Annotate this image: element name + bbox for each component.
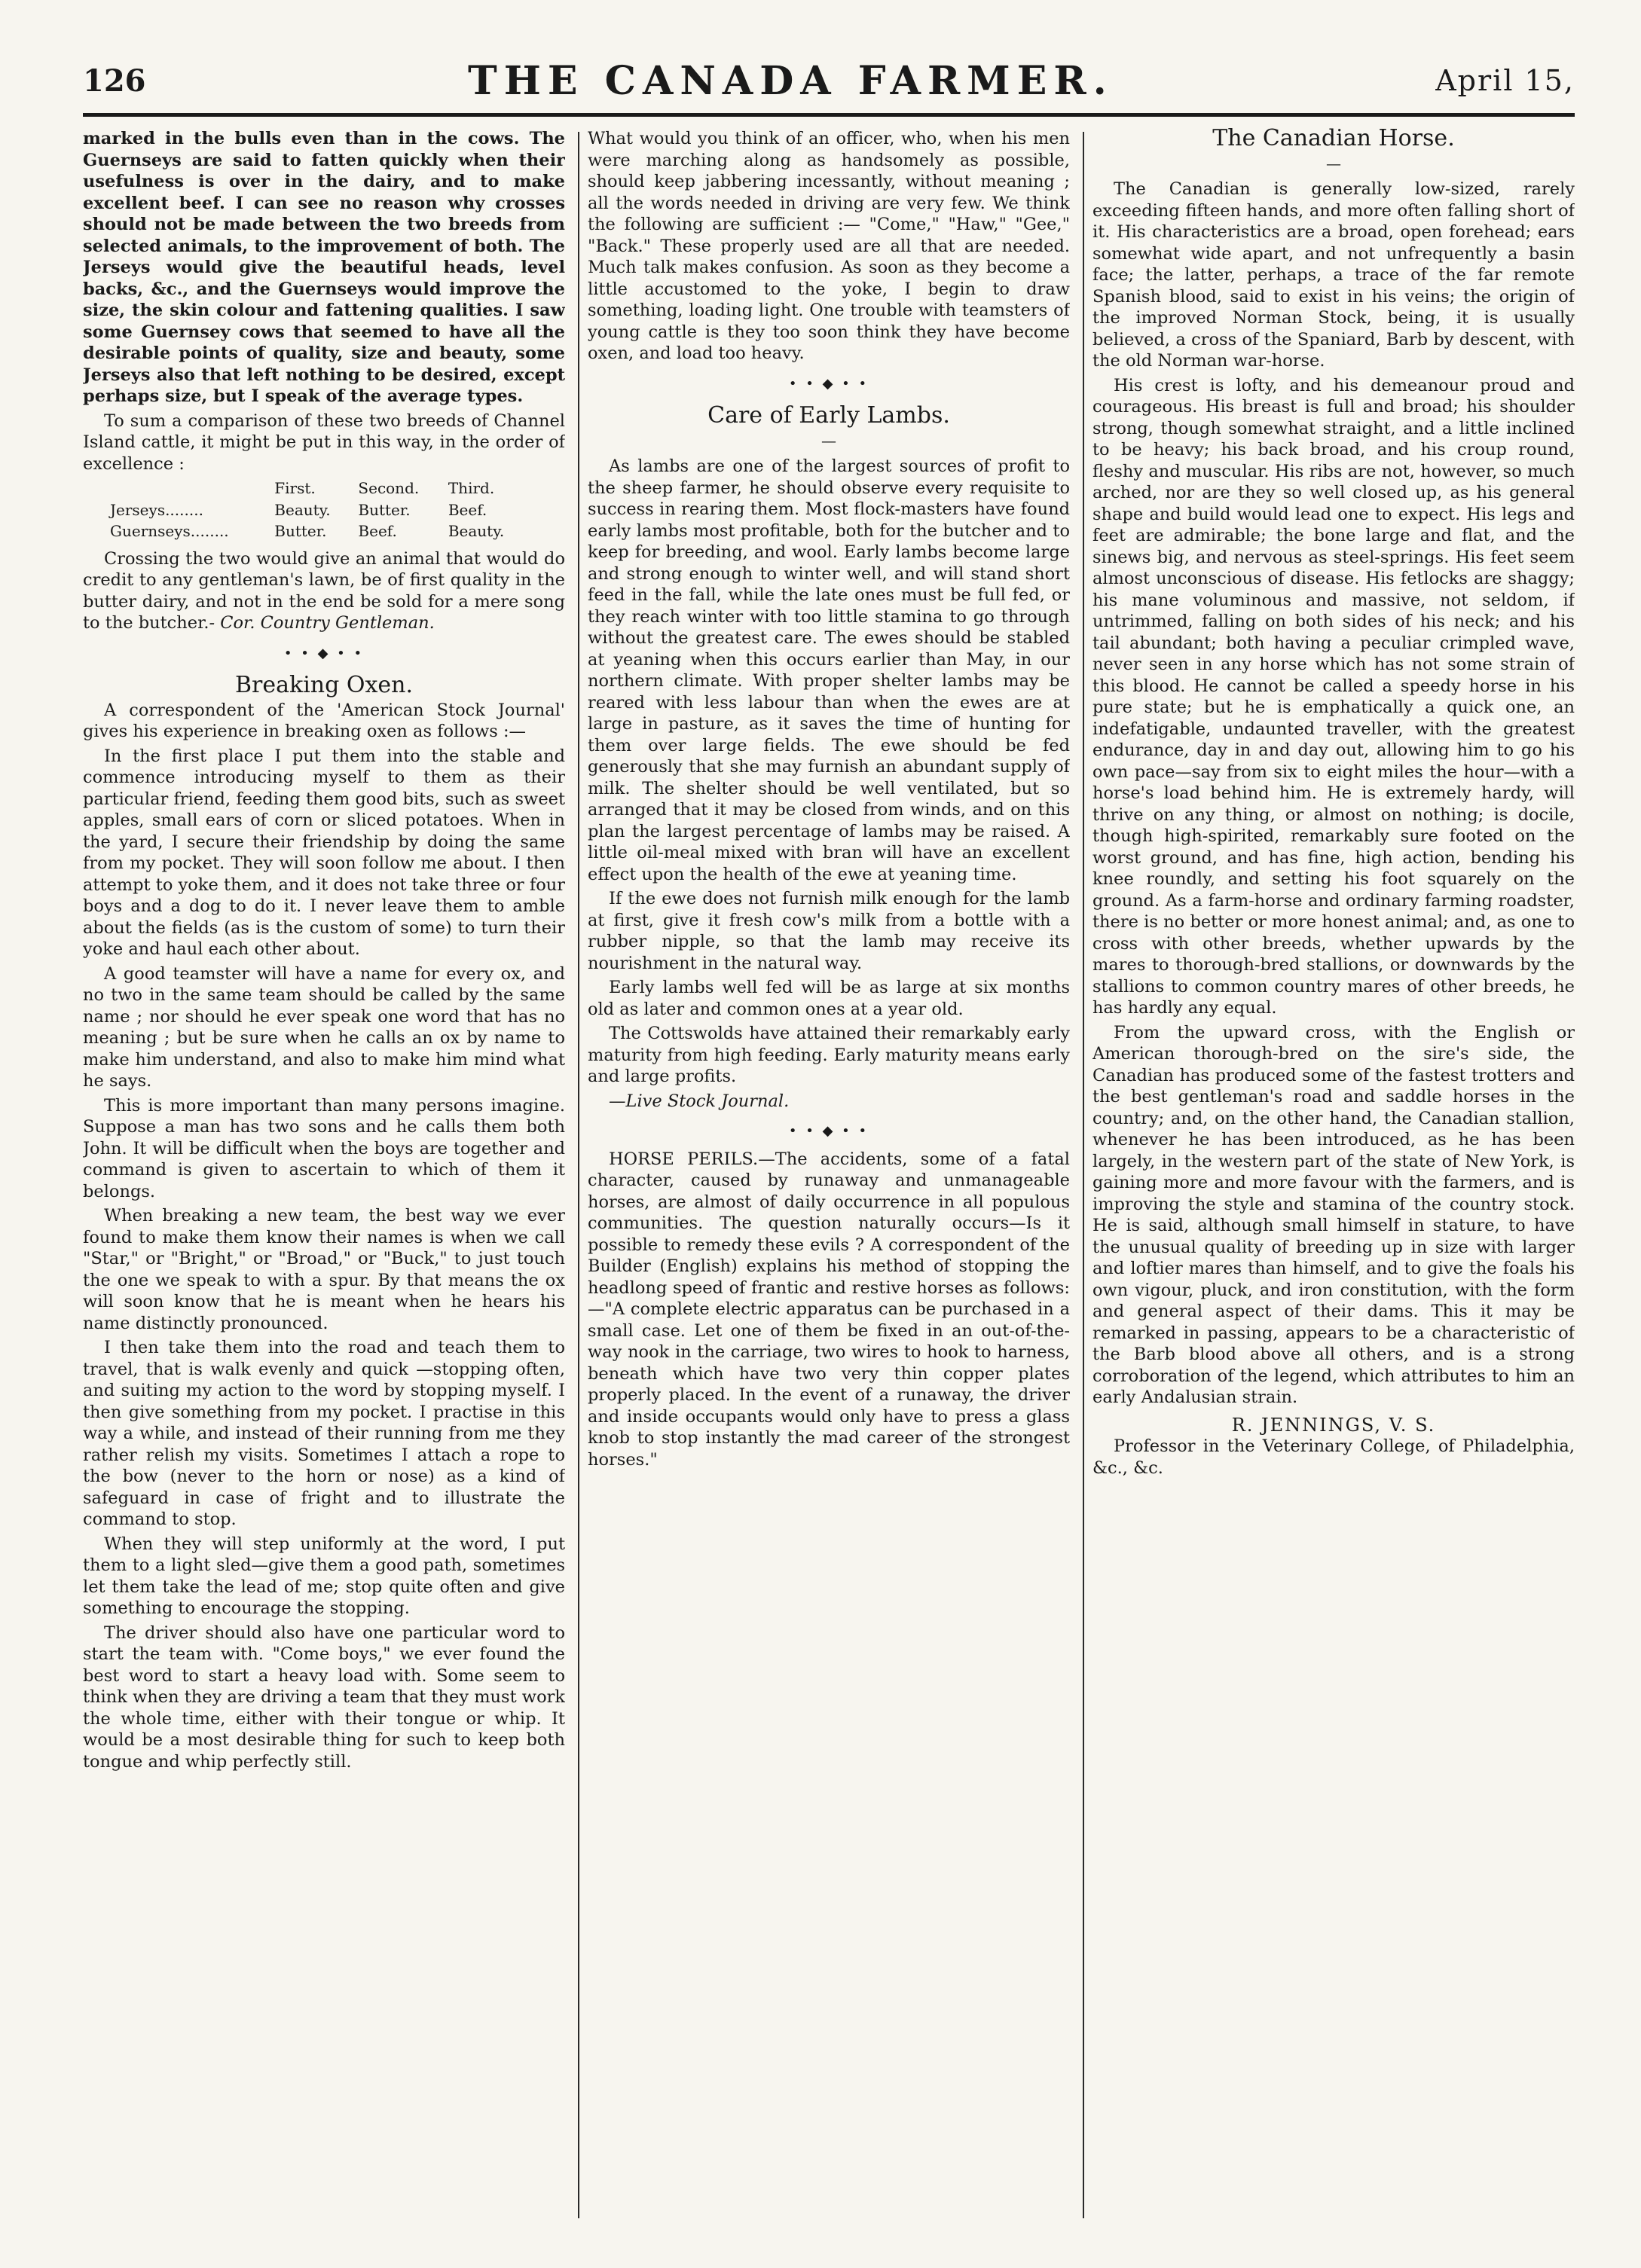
table-cell: Beauty. — [274, 500, 331, 519]
table-cell: Butter. — [274, 522, 327, 540]
table-cell: Guernseys........ — [110, 522, 229, 540]
author-title: Professor in the Veterinary College, of Philadelphia, &c., &c. — [1092, 1436, 1575, 1478]
table-cell: Beef. — [358, 522, 397, 540]
masthead-title: THE CANADA FARMER. — [468, 57, 1114, 104]
oxen-paragraph: I then take them into the road and teach them to travel, that is walk evenly and quick —stopping often, and suiting my action to the word by stopping myself. I then give something from my pocket. I practise in this way a while, and instead of their running from me they rather relish my visits. Sometimes I attach a rope to the bow (never to the horn or nose) as a kind of safeguard in case of fright and to illustrate the command to stop. — [83, 1338, 565, 1529]
page-number: 126 — [83, 63, 146, 99]
lambs-paragraph: If the ewe does not furnish milk enough for the lamb at first, give it fresh cow's milk from a bottle with a rubber nipple, so that the lamb may receive its nourishment in the natural way. — [588, 889, 1070, 973]
column-divider — [1083, 132, 1084, 2218]
table-cell: Butter. — [358, 500, 411, 519]
perils-lead: HORSE PERILS. — [609, 1149, 759, 1169]
header-rule — [83, 113, 1575, 117]
column-1 — [83, 128, 565, 2230]
table-header-row — [105, 478, 527, 499]
column-3 — [1092, 128, 1575, 2230]
issue-date: April 15, — [1435, 64, 1575, 97]
breed-comparison-table — [105, 478, 527, 542]
article-heading: Breaking Oxen. — [235, 672, 413, 698]
page-header — [83, 54, 1575, 107]
oxen-paragraph: This is more important than many persons imagine. Suppose a man has two sons and he calls them both John. It will be difficult when the boys are together and command is given to ascertain to which of them it belongs. — [83, 1095, 565, 1201]
cattle-paragraph: marked in the bulls even than in the cows. The Guernseys are said to fatten quickly when their usefulness is over in the dairy, and to make excellent beef. I can see no reason why crosses should not be made between the two breeds from selected animals, to the improvement of both. The Jerseys would give the beautiful heads, level backs, &c., and the Guernseys would improve the size, the skin colour and fattening qualities. I saw some Guernsey cows that seemed to have all the desirable points of quality, size and beauty, some Jerseys also that left nothing to be desired, except perhaps size, but I speak of the average types. — [83, 129, 565, 406]
section-ornament: • • ◆ • • — [788, 1123, 869, 1139]
table-cell: Jerseys........ — [110, 500, 203, 519]
article-heading: The Canadian Horse. — [1212, 128, 1455, 151]
lambs-paragraph: The Cottswolds have attained their remarkably early maturity from high feeding. Early maturity means early and large profits. — [588, 1024, 1070, 1086]
table-header-cell — [105, 478, 270, 499]
table-header-cell: Second. — [358, 479, 420, 497]
cattle-paragraph: To sum a comparison of these two breeds of Channel Island cattle, it might be put in this way, in the order of excellence : — [83, 411, 565, 474]
paragraph-text: —The accidents, some of a fatal character, caused by runaway and unmanageable horses, are almost of daily occurrence in all populous communities. The question naturally occurs—Is it possible to remedy these evils ? A correspondent of the Builder (English) explains his method of stopping the headlong speed of frantic and restive horses as follows:—"A complete electric apparatus can be purchased in a small case. Let one of them be fixed in an out-of-the-way nook in the carriage, two wires to hook to harness, beneath which have two very thin copper plates properly placed. In the event of a runaway, the driver and inside occupants would only have to press a glass knob to stop instantly the mad career of the strongest horses." — [588, 1149, 1070, 1470]
oxen-paragraph: A good teamster will have a name for every ox, and no two in the same team should be called by the same name ; nor should he ever speak one word that has no meaning ; but be sure when he calls an ox by name to make him understand, and also to make him mind what he says. — [83, 963, 565, 1091]
section-ornament: • • ◆ • • — [283, 645, 365, 661]
table-header-cell: First. — [274, 479, 316, 497]
source-credit: - Cor. Country Gentleman. — [209, 613, 435, 633]
perils-paragraph — [588, 1149, 1070, 1471]
table-cell: Beef. — [448, 500, 487, 519]
heading-dash: — — [1326, 154, 1341, 172]
oxen-paragraph: When breaking a new team, the best way we ever found to make them know their names is when we call "Star," or "Bright," or "Broad," or "Buck," to just touch the one we speak to with a spur. By that means the ox will soon know that he is meant when he hears his name distinctly pronounced. — [83, 1206, 565, 1333]
table-cell: Beauty. — [448, 522, 505, 540]
cattle-paragraph — [83, 548, 565, 634]
oxen-paragraph: In the first place I put them into the stable and commence introducing myself to them as their particular friend, feeding them good bits, such as sweet apples, small ears of corn or sliced potatoes. When in the yard, I secure their friendship by doing the same from my pocket. They will soon follow me about. I then attempt to yoke them, and it does not take three or four boys and a dog to do it. I never leave them to amble about the fields (as is the custom of some) to turn their yoke and haul each other about. — [83, 746, 565, 959]
oxen-paragraph: What would you think of an officer, who, when his men were marching along as handsomely as possible, should keep jabbering incessantly, without meaning ; all the words needed in driving are very few. We think the following are sufficient :— "Come," "Haw," "Gee," "Back." These properly used are all that are needed. Much talk makes confusion. As soon as they become a little accustomed to the yoke, I begin to draw something, loading light. One trouble with teamsters of young cattle is they too soon think they have become oxen, and load too heavy. — [588, 129, 1070, 363]
lambs-paragraph: Early lambs well fed will be as large at six months old as later and common ones at a year old. — [588, 978, 1070, 1019]
paragraph-text: Crossing the two would give an animal that would do credit to any gentleman's lawn, be of first quality in the butter dairy, and not in the end be sold for a mere song to the butcher. — [83, 548, 565, 633]
table-header-cell: Third. — [448, 479, 495, 497]
oxen-paragraph: When they will step uniformly at the word, I put them to a light sled—give them a good path, sometimes let them take the lead of me; stop quite often and give something to encourage the stopping. — [83, 1534, 565, 1618]
article-heading: Care of Early Lambs. — [707, 402, 950, 429]
column-divider — [578, 132, 579, 2218]
horse-paragraph: His crest is lofty, and his demeanour proud and courageous. His breast is full and broad; his shoulder strong, though somewhat straight, and a little inclined to be heavy; his back broad, and his croup round, fleshy and muscular. His ribs are not, however, so much arched, nor are they so well closed up, as his general shape and build would lead one to expect. His legs and feet are admirable; the bone large and flat, and the sinews big, and nervous as steel-springs. His feet seem almost unconscious of disease. His fetlocks are shaggy; his mane voluminous and massive, not seldom, if untrimmed, falling on both sides of his neck; and his tail abundant; both having a peculiar crimpled wave, never seen in any horse which has not some strain of this blood. He cannot be called a speedy horse in his pure state; but he is emphatically a quick one, an indefatigable, undaunted traveller, with the greatest endurance, day in and day out, allowing him to go his own pace—say from six to eight miles the hour—with a horse's load behind him. He is extremely hardy, will thrive on any thing, or almost on nothing; is docile, though high-spirited, remarkably sure footed on the worst ground, and has fine, high action, bending his knee roundly, and setting his foot squarely on the ground. As a farm-horse and ordinary farming roadster, there is no better or more honest animal; and, as one to cross with other breeds, whether upwards by the mares to thorough-bred stallions, or downwards by the stallions to common country mares of other breeds, he has hardly any equal. — [1092, 375, 1575, 1018]
horse-paragraph: The Canadian is generally low-sized, rarely exceeding fifteen hands, and more often falling short of it. His characteristics are a broad, open forehead; ears somewhat wide apart, and not unfrequently a basin face; the latter, perhaps, a trace of the far remote Spanish blood, said to exist in his veins; the origin of the improved Norman Stock, being, it is usually believed, a cross of the Spaniard, Barb by descent, with the old Norman war-horse. — [1092, 179, 1575, 371]
lambs-paragraph: As lambs are one of the largest sources of profit to the sheep farmer, he should observe every requisite to success in rearing them. Most flock-masters have found early lambs most profitable, both for the butcher and to keep for breeding, and wool. Early lambs become large and strong enough to winter well, and will stand short feed in the fall, while the late ones must be full fed, or they reach winter with too little stamina to go through without the greatest care. The ewes should be stabled at yeaning when this occurs earlier than May, in our northern climate. With proper shelter lambs may be reared with less labour than when the ewes are at large in pasture, as it saves the time of hunting for them over large fields. The ewe should be fed generously that she may furnish an abundant supply of milk. The shelter should be well ventilated, but so arranged that it may be closed from winds, and on this plan the largest percentage of lambs may be raised. A little oil-meal mixed with bran will have an excellent effect upon the health of the ewe at yeaning time. — [588, 456, 1070, 884]
column-2 — [588, 128, 1070, 2230]
table-row — [105, 520, 527, 542]
author-byline: R. JENNINGS, V. S. — [1231, 1414, 1436, 1436]
source-credit: —Live Stock Journal. — [609, 1091, 790, 1111]
heading-dash: — — [821, 431, 836, 450]
horse-paragraph: From the upward cross, with the English or American thorough-bred on the sire's side, the Canadian has produced some of the fastest trotters and the best gentleman's road and saddle horses in the country; and, on the other hand, the Canadian stallion, whenever he has been introduced, as he has been largely, in the western part of the state of New York, is gaining more and more favour with the farmers, and is improving the style and stamina of the country stock. He is said, although small himself in stature, to have the unusual quality of breeding up in size with larger and loftier mares than himself, and to give the foals his own vigour, pluck, and iron constitution, with the form and general aspect of their dams. This it may be remarked in passing, appears to be a characteristic of the Barb blood above all others, and is a strong corroboration of the legend, which attributes to him an early Andalusian strain. — [1092, 1022, 1575, 1407]
oxen-paragraph: A correspondent of the 'American Stock Journal' gives his experience in breaking oxen as follows :— — [83, 700, 565, 741]
table-row — [105, 499, 527, 521]
oxen-paragraph: The driver should also have one particular word to start the team with. "Come boys," we ever found the best word to start a heavy load with. Some seem to think when they are driving a team that they must work the whole time, either with their tongue or whip. It would be a most desirable thing for such to keep both tongue and whip perfectly still. — [83, 1622, 565, 1772]
section-ornament: • • ◆ • • — [788, 375, 869, 392]
